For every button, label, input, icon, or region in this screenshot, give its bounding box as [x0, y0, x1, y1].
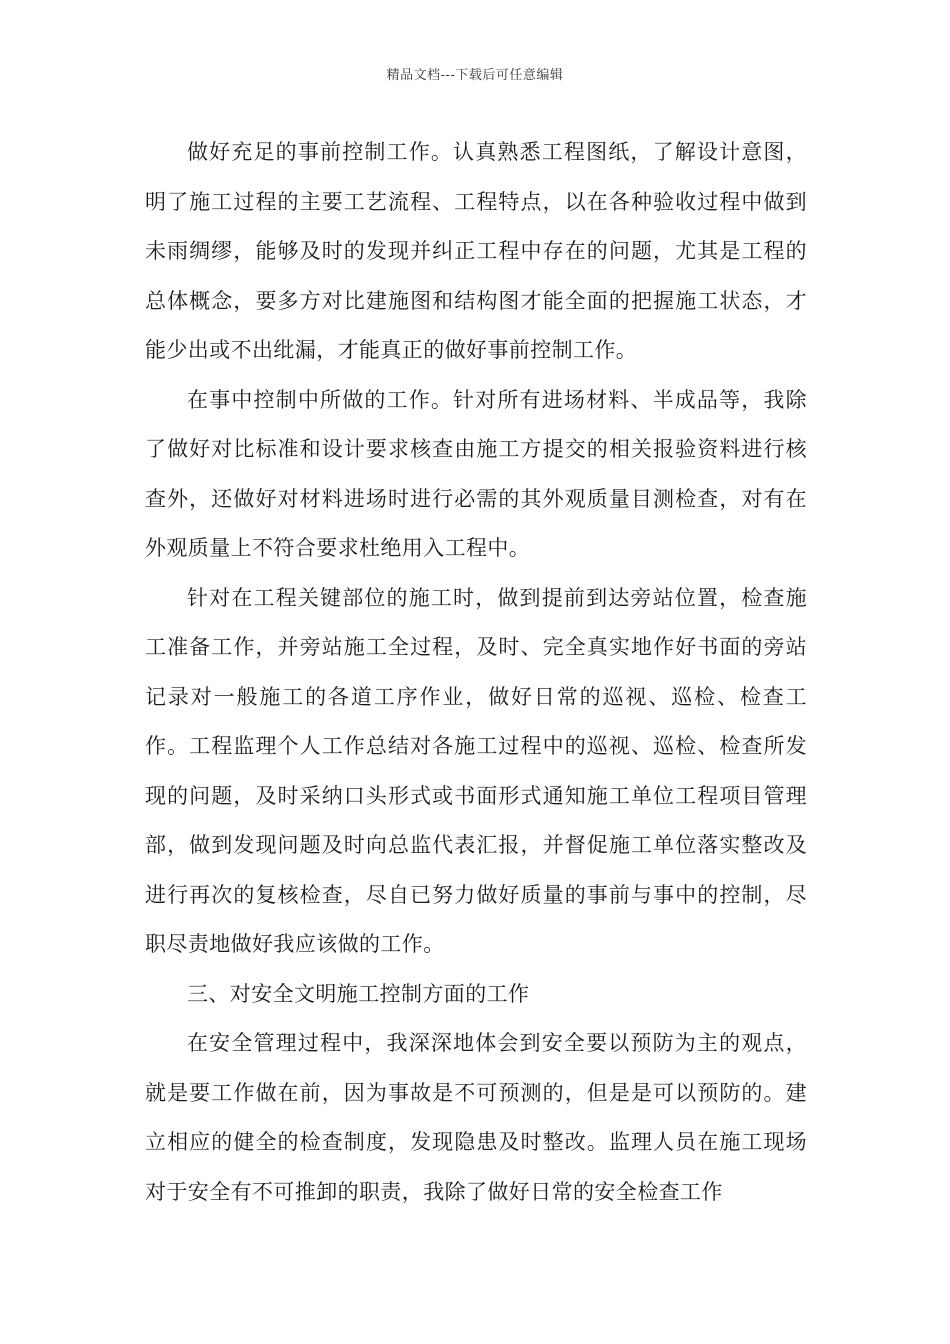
document-body	[145, 128, 807, 1217]
page-header: 精品文档---下载后可任意编辑	[386, 68, 564, 83]
paragraph-in-process-control: 在事中控制中所做的工作。针对所有进场材料、半成品等，我除了做好对比标准和设计要求核查由施工方提交的相关报验资料进行核查外，还做好对材料进场时进行必需的其外观质量目测检查，对有在外观质量上不符合要求杜绝用入工程中。	[145, 387, 807, 560]
section-heading-safety: 三、对安全文明施工控制方面的工作	[187, 981, 530, 1006]
paragraph-pre-control: 做好充足的事前控制工作。认真熟悉工程图纸，了解设计意图，明了施工过程的主要工艺流程、工程特点，以在各种验收过程中做到未雨绸缪，能够及时的发现并纠正工程中存在的问题，尤其是工程的总体概念，要多方对比建施图和结构图才能全面的把握施工状态，才能少出或不出纰漏，才能真正的做好事前控制工作。	[145, 140, 807, 362]
paragraph-safety-management: 在安全管理过程中，我深深地体会到安全要以预防为主的观点，就是要工作做在前，因为事故是不可预测的，但是是可以预防的。建立相应的健全的检查制度，发现隐患及时整改。监理人员在施工现场对于安全有不可推卸的职责，我除了做好日常的安全检查工作	[145, 1031, 807, 1204]
paragraph-key-position-supervision: 针对在工程关键部位的施工时，做到提前到达旁站位置，检查施工准备工作，并旁站施工全过程，及时、完全真实地作好书面的旁站记录对一般施工的各道工序作业，做好日常的巡视、巡检、检查工作。工程监理个人工作总结对各施工过程中的巡视、巡检、检查所发现的问题，及时采纳口头形式或书面形式通知施工单位工程项目管理部，做到发现问题及时向总监代表汇报，并督促施工单位落实整改及进行再次的复核检查，尽自已努力做好质量的事前与事中的控制，尽职尽责地做好我应该做的工作。	[145, 585, 807, 956]
